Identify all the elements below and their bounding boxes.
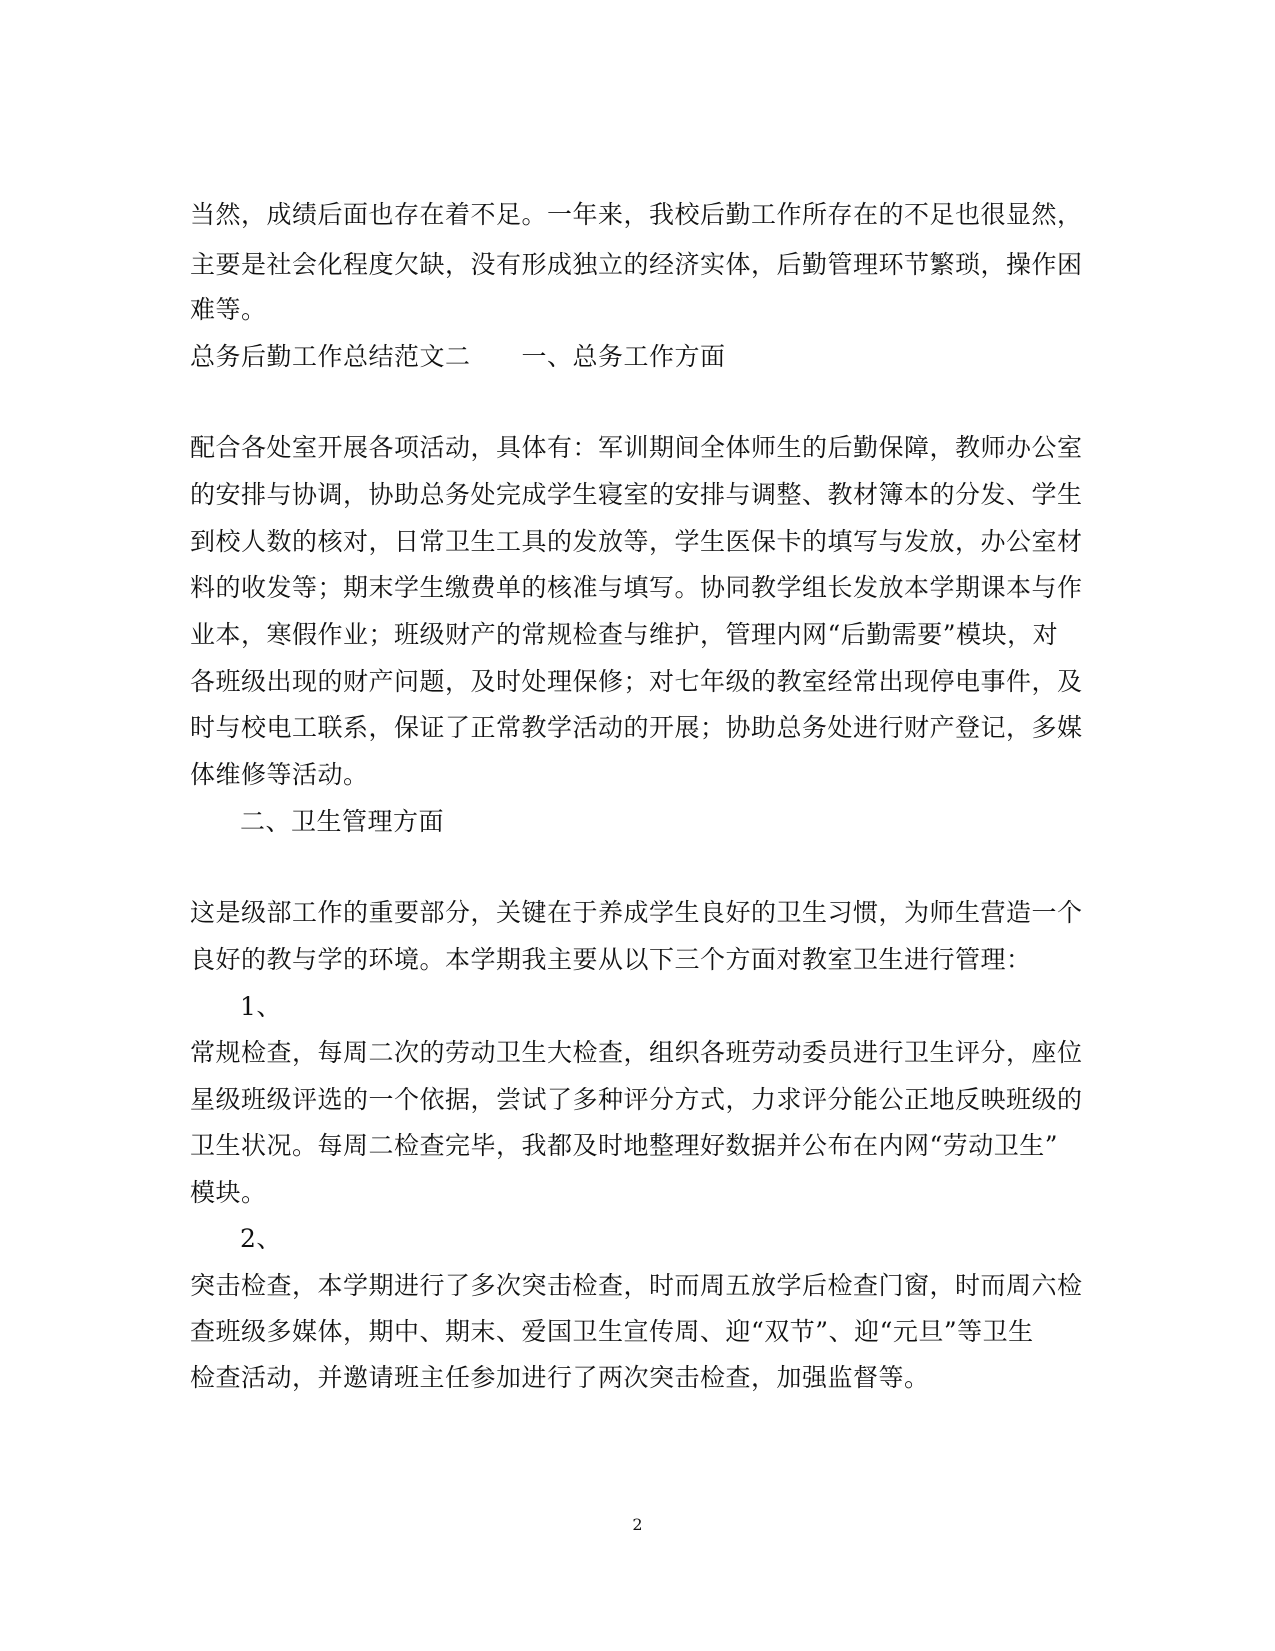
paragraph-3-line-1: 这是级部工作的重要部分，关键在于养成学生良好的卫生习惯，为师生营造一个 (190, 898, 1083, 927)
item-2-line-2: 查班级多媒体，期中、期末、爱国卫生宣传周、迎“双节”、迎“元旦”等卫生 (190, 1317, 1034, 1346)
paragraph-1-line-2: 主要是社会化程度欠缺，没有形成独立的经济实体，后勤管理环节繁琐，操作困 (190, 250, 1083, 279)
page-number: 2 (632, 1515, 643, 1534)
paragraph-2-line-7: 时与校电工联系，保证了正常教学活动的开展；协助总务处进行财产登记，多媒 (190, 713, 1083, 742)
paragraph-2-line-2: 的安排与协调，协助总务处完成学生寝室的安排与调整、教材簿本的分发、学生 (190, 480, 1083, 509)
paragraph-3-line-2: 良好的教与学的环境。本学期我主要从以下三个方面对教室卫生进行管理： (190, 945, 1032, 974)
paragraph-2-line-8: 体维修等活动。 (190, 760, 369, 789)
paragraph-2-line-6: 各班级出现的财产问题，及时处理保修；对七年级的教室经常出现停电事件，及 (190, 667, 1083, 696)
paragraph-1-line-1: 当然，成绩后面也存在着不足。一年来，我校后勤工作所存在的不足也很显然， (190, 200, 1083, 229)
item-1-line-4: 模块。 (190, 1178, 267, 1207)
paragraph-2-line-4: 料的收发等；期末学生缴费单的核准与填写。协同教学组长发放本学期课本与作 (190, 573, 1083, 602)
item-2-line-3: 检查活动，并邀请班主任参加进行了两次突击检查，加强监督等。 (190, 1363, 930, 1392)
item-2-line-1: 突击检查，本学期进行了多次突击检查，时而周五放学后检查门窗，时而周六检 (190, 1271, 1083, 1300)
paragraph-2-line-3: 到校人数的核对，日常卫生工具的发放等，学生医保卡的填写与发放，办公室材 (190, 527, 1083, 556)
paragraph-2-line-5: 业本，寒假作业；班级财产的常规检查与维护，管理内网“后勤需要”模块，对 (190, 620, 1059, 649)
section-1-heading: 总务后勤工作总结范文二 一、总务工作方面 (190, 342, 726, 371)
paragraph-1-line-3: 难等。 (190, 295, 267, 324)
item-2-marker: 2、 (240, 1224, 282, 1253)
item-1-marker: 1、 (240, 992, 282, 1021)
item-1-line-1: 常规检查，每周二次的劳动卫生大检查，组织各班劳动委员进行卫生评分，座位 (190, 1038, 1083, 1067)
item-1-line-2: 星级班级评选的一个依据，尝试了多种评分方式，力求评分能公正地反映班级的 (190, 1085, 1083, 1114)
paragraph-2-line-1: 配合各处室开展各项活动，具体有：军训期间全体师生的后勤保障，教师办公室 (190, 433, 1083, 462)
item-1-line-3: 卫生状况。每周二检查完毕，我都及时地整理好数据并公布在内网“劳动卫生” (190, 1131, 1059, 1160)
section-2-heading: 二、卫生管理方面 (240, 807, 445, 836)
